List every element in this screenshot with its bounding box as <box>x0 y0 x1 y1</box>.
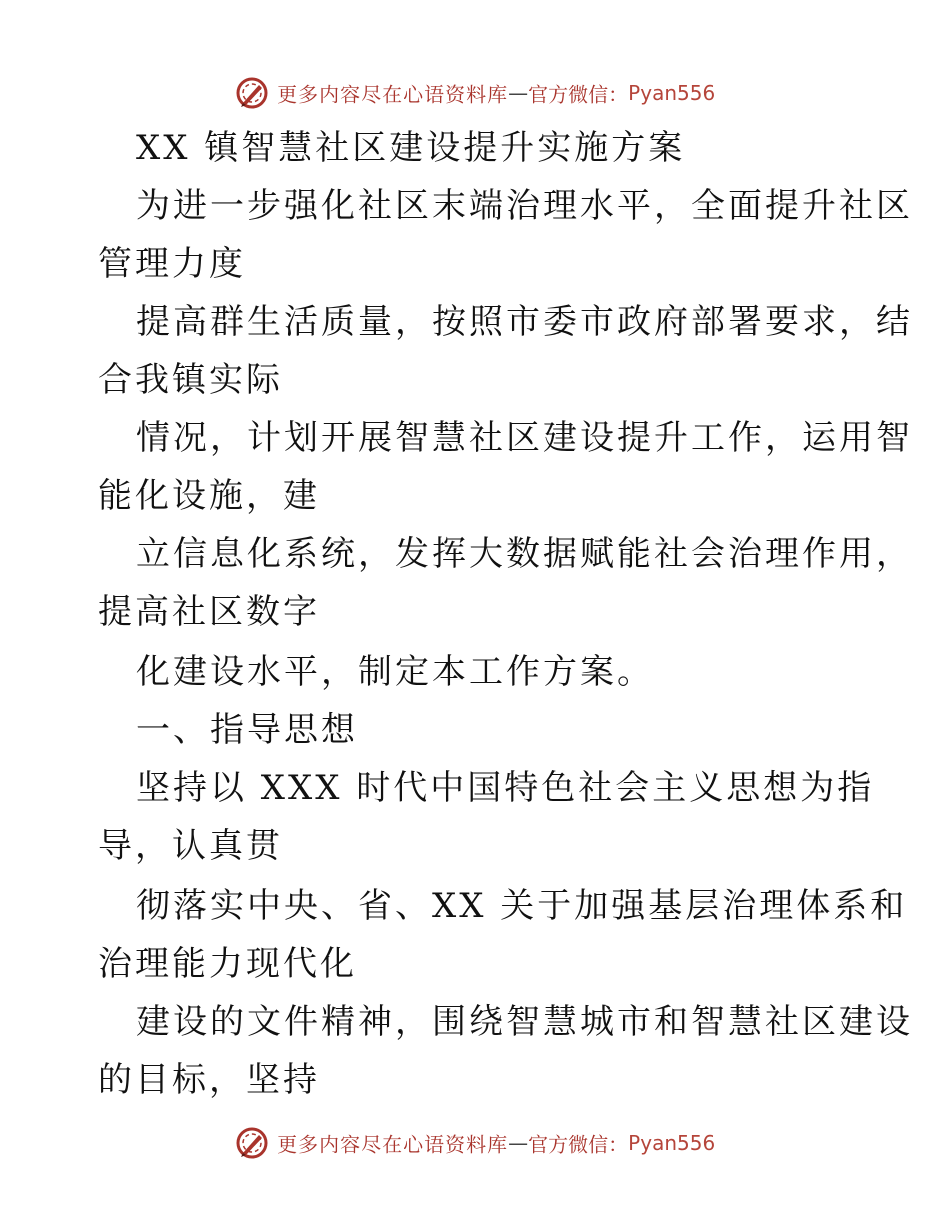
watermark-separator: — <box>508 1131 529 1155</box>
watermark-account-id: Pyan556 <box>628 81 716 105</box>
pen-logo-icon <box>235 1126 269 1160</box>
pen-logo-icon <box>235 76 269 110</box>
header-watermark <box>0 76 950 110</box>
document-title: XX 镇智慧社区建设提升实施方案 <box>136 128 686 168</box>
paragraph-line: 情况，计划开展智慧社区建设提升工作，运用智 <box>136 418 913 458</box>
paragraph-line: 提高群生活质量，按照市委市政府部署要求，结 <box>136 302 913 342</box>
paragraph-line: 提高社区数字 <box>98 592 320 632</box>
paragraph-line: 建设的文件精神，围绕智慧城市和智慧社区建设 <box>136 1002 913 1042</box>
footer-watermark <box>0 1126 950 1160</box>
paragraph-line: 的目标，坚持 <box>98 1060 320 1100</box>
paragraph-line: 彻落实中央、省、XX 关于加强基层治理体系和 <box>136 886 908 926</box>
paragraph-line: 能化设施，建 <box>98 476 320 516</box>
paragraph-line: 立信息化系统，发挥大数据赋能社会治理作用， <box>136 534 913 574</box>
paragraph-line: 导，认真贯 <box>98 826 283 866</box>
paragraph-line: 坚持以 XXX 时代中国特色社会主义思想为指 <box>136 768 875 808</box>
watermark-separator: — <box>508 81 529 105</box>
paragraph-line: 合我镇实际 <box>98 360 283 400</box>
watermark-account-label: 官方微信： <box>528 82 629 107</box>
paragraph-line: 化建设水平，制定本工作方案。 <box>136 652 654 692</box>
watermark-brand: 更多内容尽在心语资料库 <box>277 82 509 107</box>
paragraph-line: 为进一步强化社区末端治理水平，全面提升社区 <box>136 186 913 226</box>
watermark-account-label: 官方微信： <box>528 1132 629 1157</box>
section-heading: 一、指导思想 <box>136 710 358 750</box>
watermark-brand: 更多内容尽在心语资料库 <box>277 1132 509 1157</box>
paragraph-line: 治理能力现代化 <box>98 944 357 984</box>
paragraph-line: 管理力度 <box>98 244 246 284</box>
watermark-account-id: Pyan556 <box>628 1131 716 1155</box>
